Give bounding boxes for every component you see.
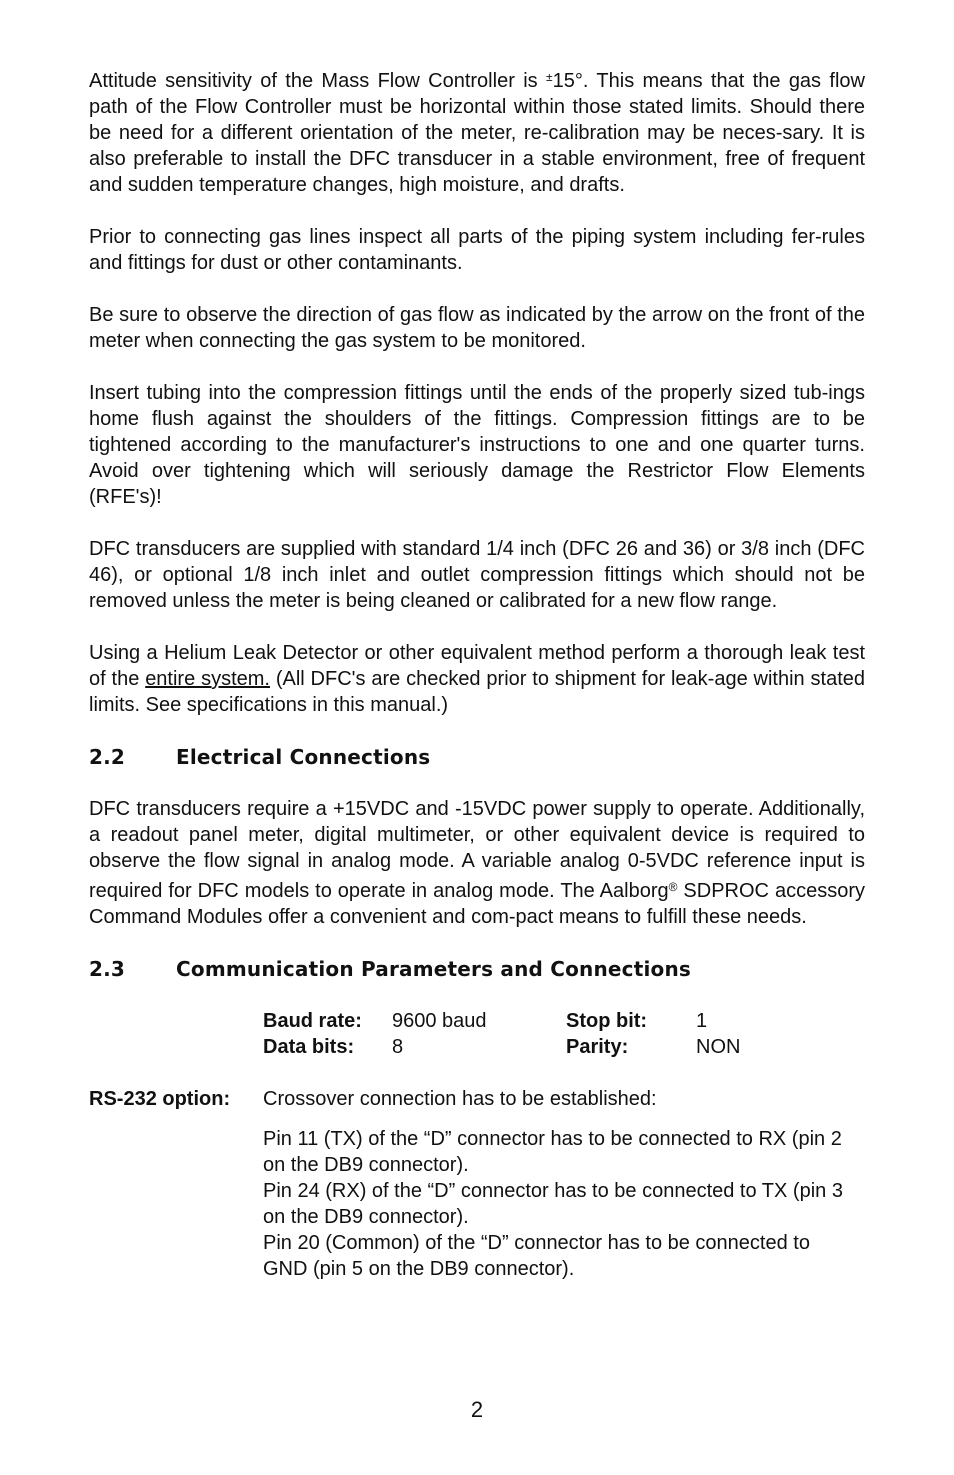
baud-rate-label: Baud rate: — [263, 1010, 362, 1032]
underlined-entire-system: entire system. — [145, 668, 270, 690]
plus-minus-symbol: ± — [546, 70, 553, 84]
parity-label: Parity: — [566, 1036, 629, 1058]
paragraph-insert-tubing: Insert tubing into the compression fittings until the ends of the properly sized tub-ings home flush against the shoulders of the fittings. Compression fittings are to be tightened according to the manufacturer's instructions to one and one quarter turns. Avoid over tightening which will seriously damage the Restrictor Flow Elements (RFE's)! — [89, 382, 865, 508]
data-bits-value: 8 — [392, 1036, 404, 1058]
rs232-pin-24: Pin 24 (RX) of the “D” connector has to be connected to TX (pin 3 on the DB9 connector). — [263, 1180, 843, 1228]
paragraph-compression-fittings: DFC transducers are supplied with standard 1/4 inch (DFC 26 and 36) or 3/8 inch (DFC 46), or optional 1/8 inch inlet and outlet compression fittings which should not be removed unless the meter is being cleaned or calibrated for a new flow range. — [89, 538, 865, 612]
section-number: 2.2 — [89, 745, 126, 769]
stop-bit-value: 1 — [696, 1010, 708, 1032]
baud-rate-value: 9600 baud — [392, 1010, 487, 1032]
document-page — [89, 64, 865, 1282]
rs232-option-block — [89, 1086, 865, 1282]
section-heading-communication-parameters — [89, 956, 865, 982]
page-number: 2 — [470, 1397, 484, 1422]
section-title: Communication Parameters and Connections — [176, 957, 692, 981]
section-heading-electrical-connections — [89, 744, 865, 770]
rs232-intro: Crossover connection has to be established: — [263, 1088, 657, 1110]
registered-mark: ® — [668, 880, 678, 894]
paragraph-leak-test: Using a Helium Leak Detector or other equivalent method perform a thorough leak test of the entire system. (All DFC's are checked prior to shipment for leak-age within stated limits. See specifications in this manual.) — [89, 642, 865, 716]
section-title: Electrical Connections — [176, 745, 431, 769]
rs232-pin-20: Pin 20 (Common) of the “D” connector has to be connected to GND (pin 5 on the DB9 connector). — [263, 1232, 810, 1280]
parity-value: NON — [696, 1036, 741, 1058]
section-number: 2.3 — [89, 957, 126, 981]
paragraph-gas-flow-direction: Be sure to observe the direction of gas flow as indicated by the arrow on the front of the meter when connecting the gas system to be monitored. — [89, 304, 865, 352]
data-bits-label: Data bits: — [263, 1036, 355, 1058]
communication-parameters-table — [263, 1008, 865, 1060]
paragraph-electrical-connections: DFC transducers require a +15VDC and -15VDC power supply to operate. Additionally, a readout panel meter, digital multimeter, or other equivalent device is required to observe the flow signal in analog mode. A variable analog 0-5VDC reference input is required for DFC models to operate in analog mode. The Aalborg® SDPROC accessory Command Modules offer a convenient and com-pact means to fulfill these needs. — [89, 798, 865, 928]
paragraph-inspect-piping: Prior to connecting gas lines inspect all parts of the piping system including fer-rules and fittings for dust or other contaminants. — [89, 226, 865, 274]
rs232-pin-11: Pin 11 (TX) of the “D” connector has to be connected to RX (pin 2 on the DB9 connector). — [263, 1128, 842, 1176]
stop-bit-label: Stop bit: — [566, 1010, 648, 1032]
paragraph-attitude-sensitivity: Attitude sensitivity of the Mass Flow Controller is ±15°. This means that the gas flow path of the Flow Controller must be horizontal within those stated limits. Should there be need for a different orientation of the meter, re-calibration may be neces-sary. It is also preferable to install the DFC transducer in a stable environment, free of frequent and sudden temperature changes, high moisture, and drafts. — [89, 70, 865, 196]
rs232-option-label: RS-232 option: — [89, 1088, 231, 1110]
